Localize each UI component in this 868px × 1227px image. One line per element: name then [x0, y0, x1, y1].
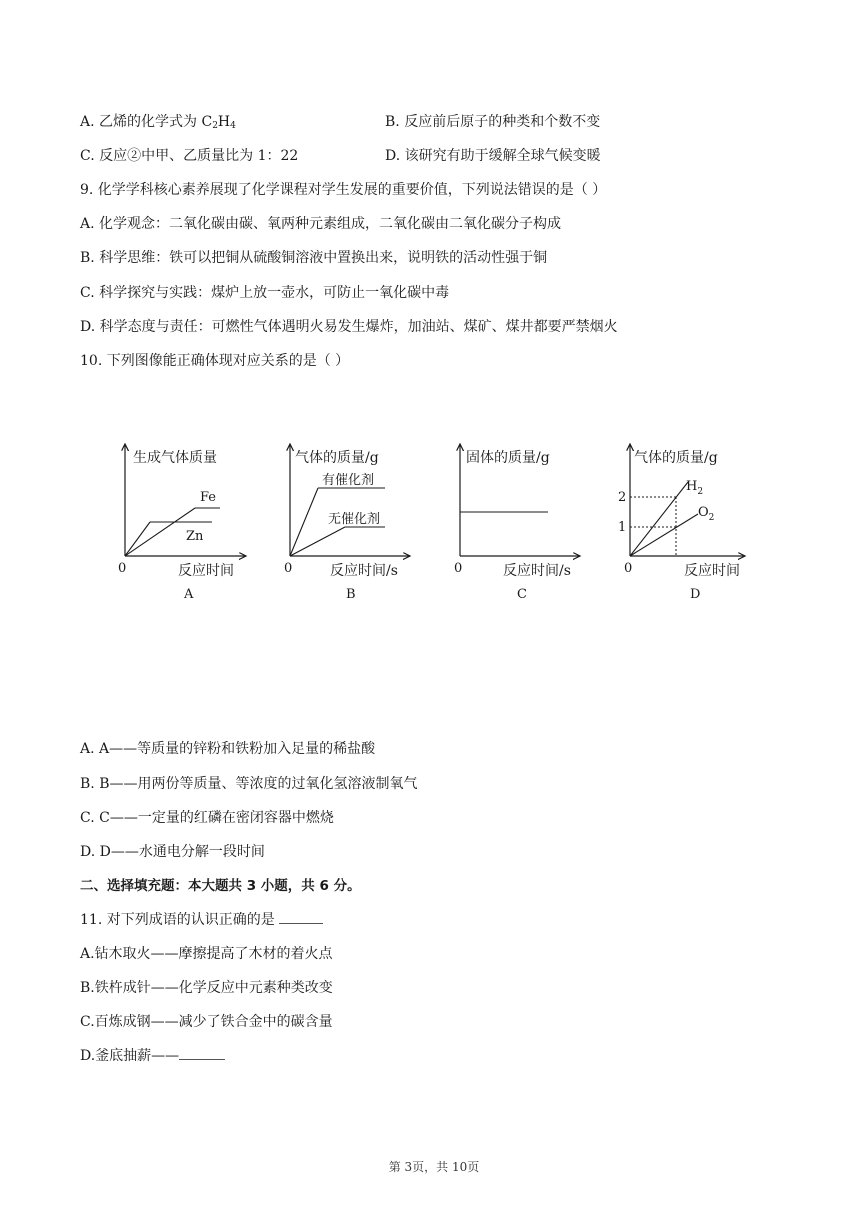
q8-option-a: A. 乙烯的化学式为 $C_2H_4$ [80, 114, 236, 131]
graph-b [284, 444, 410, 602]
q10-stem: 10. 下列图像能正确体现对应关系的是（ ） [80, 353, 350, 369]
graph-d-xlabel: 反应时间 [684, 563, 740, 579]
graph-d-o2-label: $O_2$ [698, 505, 715, 523]
q8-option-b: B. 反应前后原子的种类和个数不变 [385, 114, 601, 130]
graph-b-xlabel: 反应时间/s [330, 563, 398, 579]
graph-a-zn-label: Zn [186, 529, 204, 544]
q10-option-b: B. B——用两份等质量、等浓度的过氧化氢溶液制氧气 [80, 776, 418, 792]
section-2-heading: 二、选择填充题：本大题共 3 小题，共 6 分。 [80, 878, 361, 894]
graph-d-ytick-2: 2 [618, 490, 627, 505]
graph-d-ytick-1: 1 [618, 520, 627, 535]
graph-a-fe-label: Fe [200, 490, 217, 505]
q9-option-b: B. 科学思维：铁可以把铜从硫酸铜溶液中置换出来，说明铁的活动性强于铜 [80, 250, 548, 266]
graph-b-ylabel: 气体的质量/g [295, 450, 379, 466]
graph-a-origin: 0 [118, 561, 127, 576]
graph-a-ylabel: 生成气体质量 [133, 450, 217, 466]
q9-option-a: A. 化学观念：二氧化碳由碳、氧两种元素组成，二氧化碳由二氧化碳分子构成 [80, 216, 562, 232]
graph-b-catalyst-label: 有催化剂 [322, 473, 375, 488]
graph-d-origin: 0 [624, 561, 633, 576]
q9-option-d: D. 科学态度与责任：可燃性气体遇明火易发生爆炸，加油站、煤矿、煤井都要严禁烟火 [80, 319, 618, 335]
q8-option-c: C. 反应②中甲、乙质量比为 1：22 [80, 148, 299, 164]
q11-option-a: A.钻木取火——摩擦提高了木材的着火点 [80, 946, 333, 962]
graph-b-no-catalyst-label: 无催化剂 [328, 512, 381, 527]
graph-c-xlabel: 反应时间/s [503, 563, 571, 579]
graph-c-letter: C [517, 587, 527, 602]
q11-option-d-blank[interactable] [179, 1059, 225, 1060]
graph-d-letter: D [690, 587, 701, 602]
q9-option-c: C. 科学探究与实践：煤炉上放一壶水，可防止一氧化碳中毒 [80, 285, 450, 301]
graph-c [454, 444, 580, 602]
graph-a [118, 444, 246, 602]
q11-option-c: C.百炼成钢——减少了铁合金中的碳含量 [80, 1014, 333, 1030]
page-footer: 第 3页，共 10页 [388, 1160, 480, 1174]
q8-option-d: D. 该研究有助于缓解全球气候变暖 [385, 148, 601, 164]
q11-option-b: B.铁杵成针——化学反应中元素种类改变 [80, 980, 333, 996]
q10-graphs [0, 420, 868, 620]
q10-option-d: D. D——水通电分解一段时间 [80, 844, 265, 860]
graph-b-origin: 0 [284, 561, 293, 576]
graph-a-xlabel: 反应时间 [178, 563, 234, 579]
q10-option-c: C. C——一定量的红磷在密闭容器中燃烧 [80, 810, 334, 826]
graph-c-ylabel: 固体的质量/g [466, 450, 550, 466]
graph-c-origin: 0 [454, 561, 463, 576]
q10-option-a: A. A——等质量的锌粉和铁粉加入足量的稀盐酸 [80, 741, 376, 757]
graph-d [618, 444, 745, 602]
q11-stem: 11. 对下列成语的认识正确的是 [80, 910, 323, 930]
graph-a-letter: A [184, 587, 194, 602]
q11-answer-blank[interactable] [279, 923, 323, 924]
q9-stem: 9. 化学学科核心素养展现了化学课程对学生发展的重要价值，下列说法错误的是（ ） [80, 182, 607, 198]
graph-d-h2-label: $H_2$ [686, 479, 704, 497]
graph-d-ylabel: 气体的质量/g [634, 450, 718, 466]
q11-option-d: D.釜底抽薪—— [80, 1046, 225, 1066]
graph-b-letter: B [346, 587, 356, 602]
